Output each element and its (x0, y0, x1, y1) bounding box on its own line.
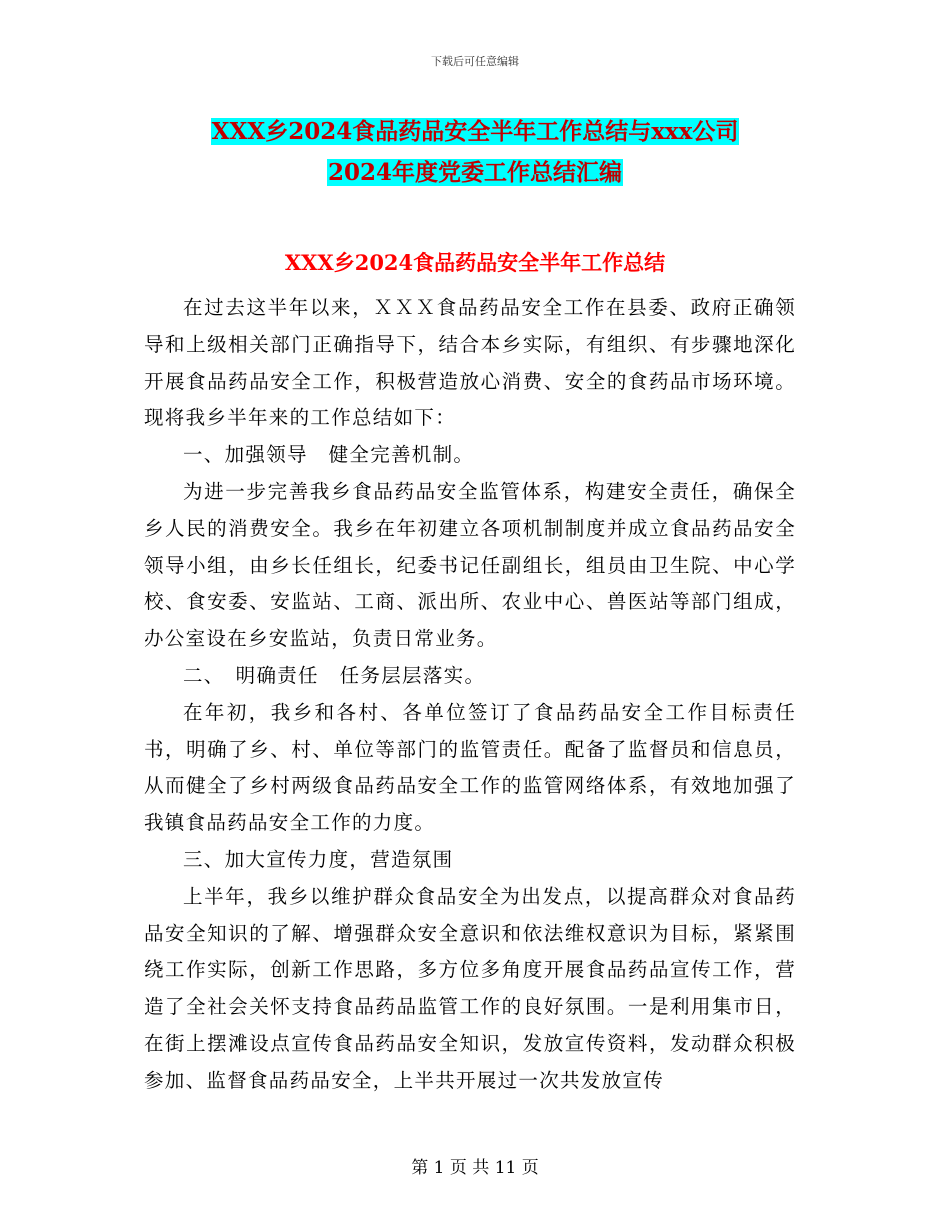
document-title-line-2: 2024年度党委工作总结汇编 (327, 159, 622, 186)
document-title (0, 111, 950, 193)
page-footer: 第 1 页 共 11 页 (411, 1158, 539, 1178)
paragraph-2: 在年初，我乡和各村、各单位签订了食品药品安全工作目标责任书，明确了乡、村、单位等部门的监管责任。配备了监督员和信息员，从而健全了乡村两级食品药品安全工作的监管网络体系，有效地加强了我镇食品药品安全工作的力度。 (144, 700, 796, 835)
paragraph-1: 为进一步完善我乡食品药品安全监管体系，构建安全责任，确保全乡人民的消费安全。我乡在年初建立各项机制制度并成立食品药品安全领导小组，由乡长任组长，纪委书记任副组长，组员由卫生院、中心学校、食安委、安监站、工商、派出所、农业中心、兽医站等部门组成，办公室设在乡安监站，负责日常业务。 (144, 479, 796, 651)
heading-2: 二、 明确责任 任务层层落实。 (183, 663, 486, 687)
heading-1: 一、加强领导 健全完善机制。 (183, 443, 475, 467)
document-body (144, 290, 796, 1100)
paragraph-3: 上半年，我乡以维护群众食品安全为出发点，以提高群众对食品药品安全知识的了解、增强群众安全意识和依法维权意识为目标，紧紧围绕工作实际，创新工作思路，多方位多角度开展食品药品宣传工作，营造了全社会关怀支持食品药品监管工作的良好氛围。一是利用集市日，在街上摆滩设点宣传食品药品安全知识，发放宣传资料，发动群众积极参加、监督食品药品安全，上半共开展过一次共发放宣传 (144, 884, 796, 1092)
document-title-line-1: XXX乡2024食品药品安全半年工作总结与xxx公司 (211, 118, 739, 145)
header-note: 下载后可任意编辑 (431, 55, 519, 68)
section-title: XXX乡2024食品药品安全半年工作总结 (284, 250, 666, 275)
heading-3: 三、加大宣传力度，营造氛围 (183, 847, 454, 871)
paragraph-intro: 在过去这半年以来，ＸＸＸ食品药品安全工作在县委、政府正确领导和上级相关部门正确指导下，结合本乡实际，有组织、有步骤地深化开展食品药品安全工作，积极营造放心消费、安全的食药品市场环境。现将我乡半年来的工作总结如下： (144, 296, 796, 430)
